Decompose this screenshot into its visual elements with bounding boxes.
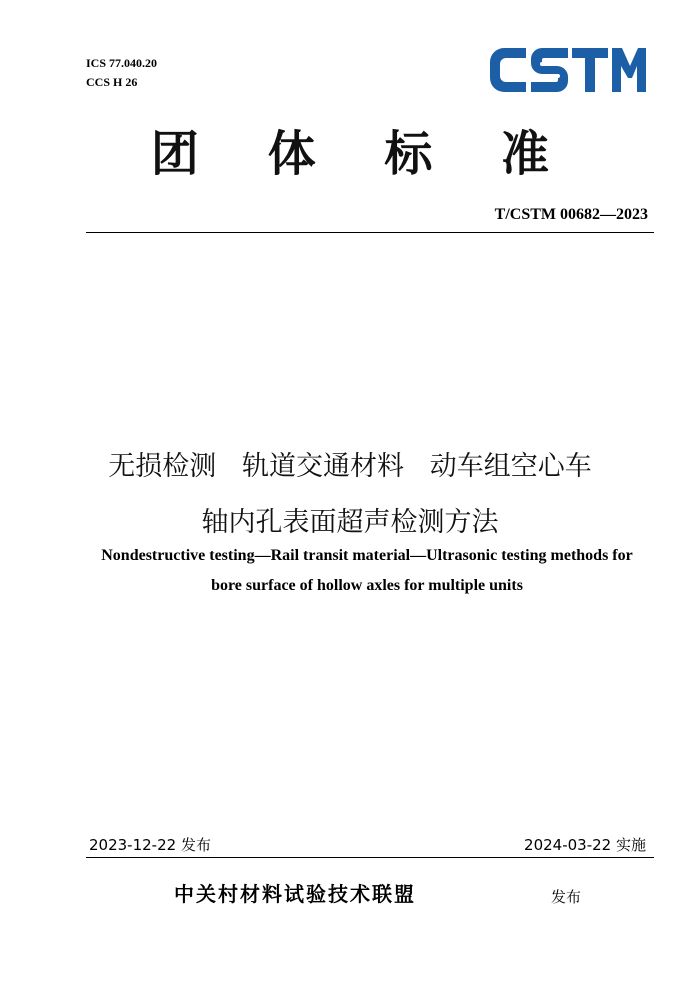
publisher-suffix: 发布: [551, 888, 582, 906]
issue-date: 2023-12-22 发布: [89, 836, 211, 854]
title-zh-line2: 轴内孔表面超声检测方法: [201, 507, 499, 538]
title-en-line1: Nondestructive testing—Rail transit material—Ultrasonic testing methods for: [101, 547, 633, 564]
standard-type-heading: 团 体 标 准: [150, 126, 576, 182]
classification-codes: [86, 54, 157, 92]
implementation-date: 2024-03-22 实施: [524, 836, 646, 854]
bottom-divider: [86, 857, 654, 858]
ccs-code: CCS H 26: [86, 75, 138, 89]
cstm-logo: [486, 44, 648, 96]
title-en-line2: bore surface of hollow axles for multiple units: [211, 577, 523, 594]
ics-code: ICS 77.040.20: [86, 56, 158, 70]
standard-number: T/CSTM 00682—2023: [494, 206, 648, 223]
top-divider: [86, 232, 654, 233]
title-zh-line1: 无损检测 轨道交通材料 动车组空心车: [108, 451, 592, 482]
publisher-name: 中关村材料试验技术联盟: [174, 882, 416, 906]
